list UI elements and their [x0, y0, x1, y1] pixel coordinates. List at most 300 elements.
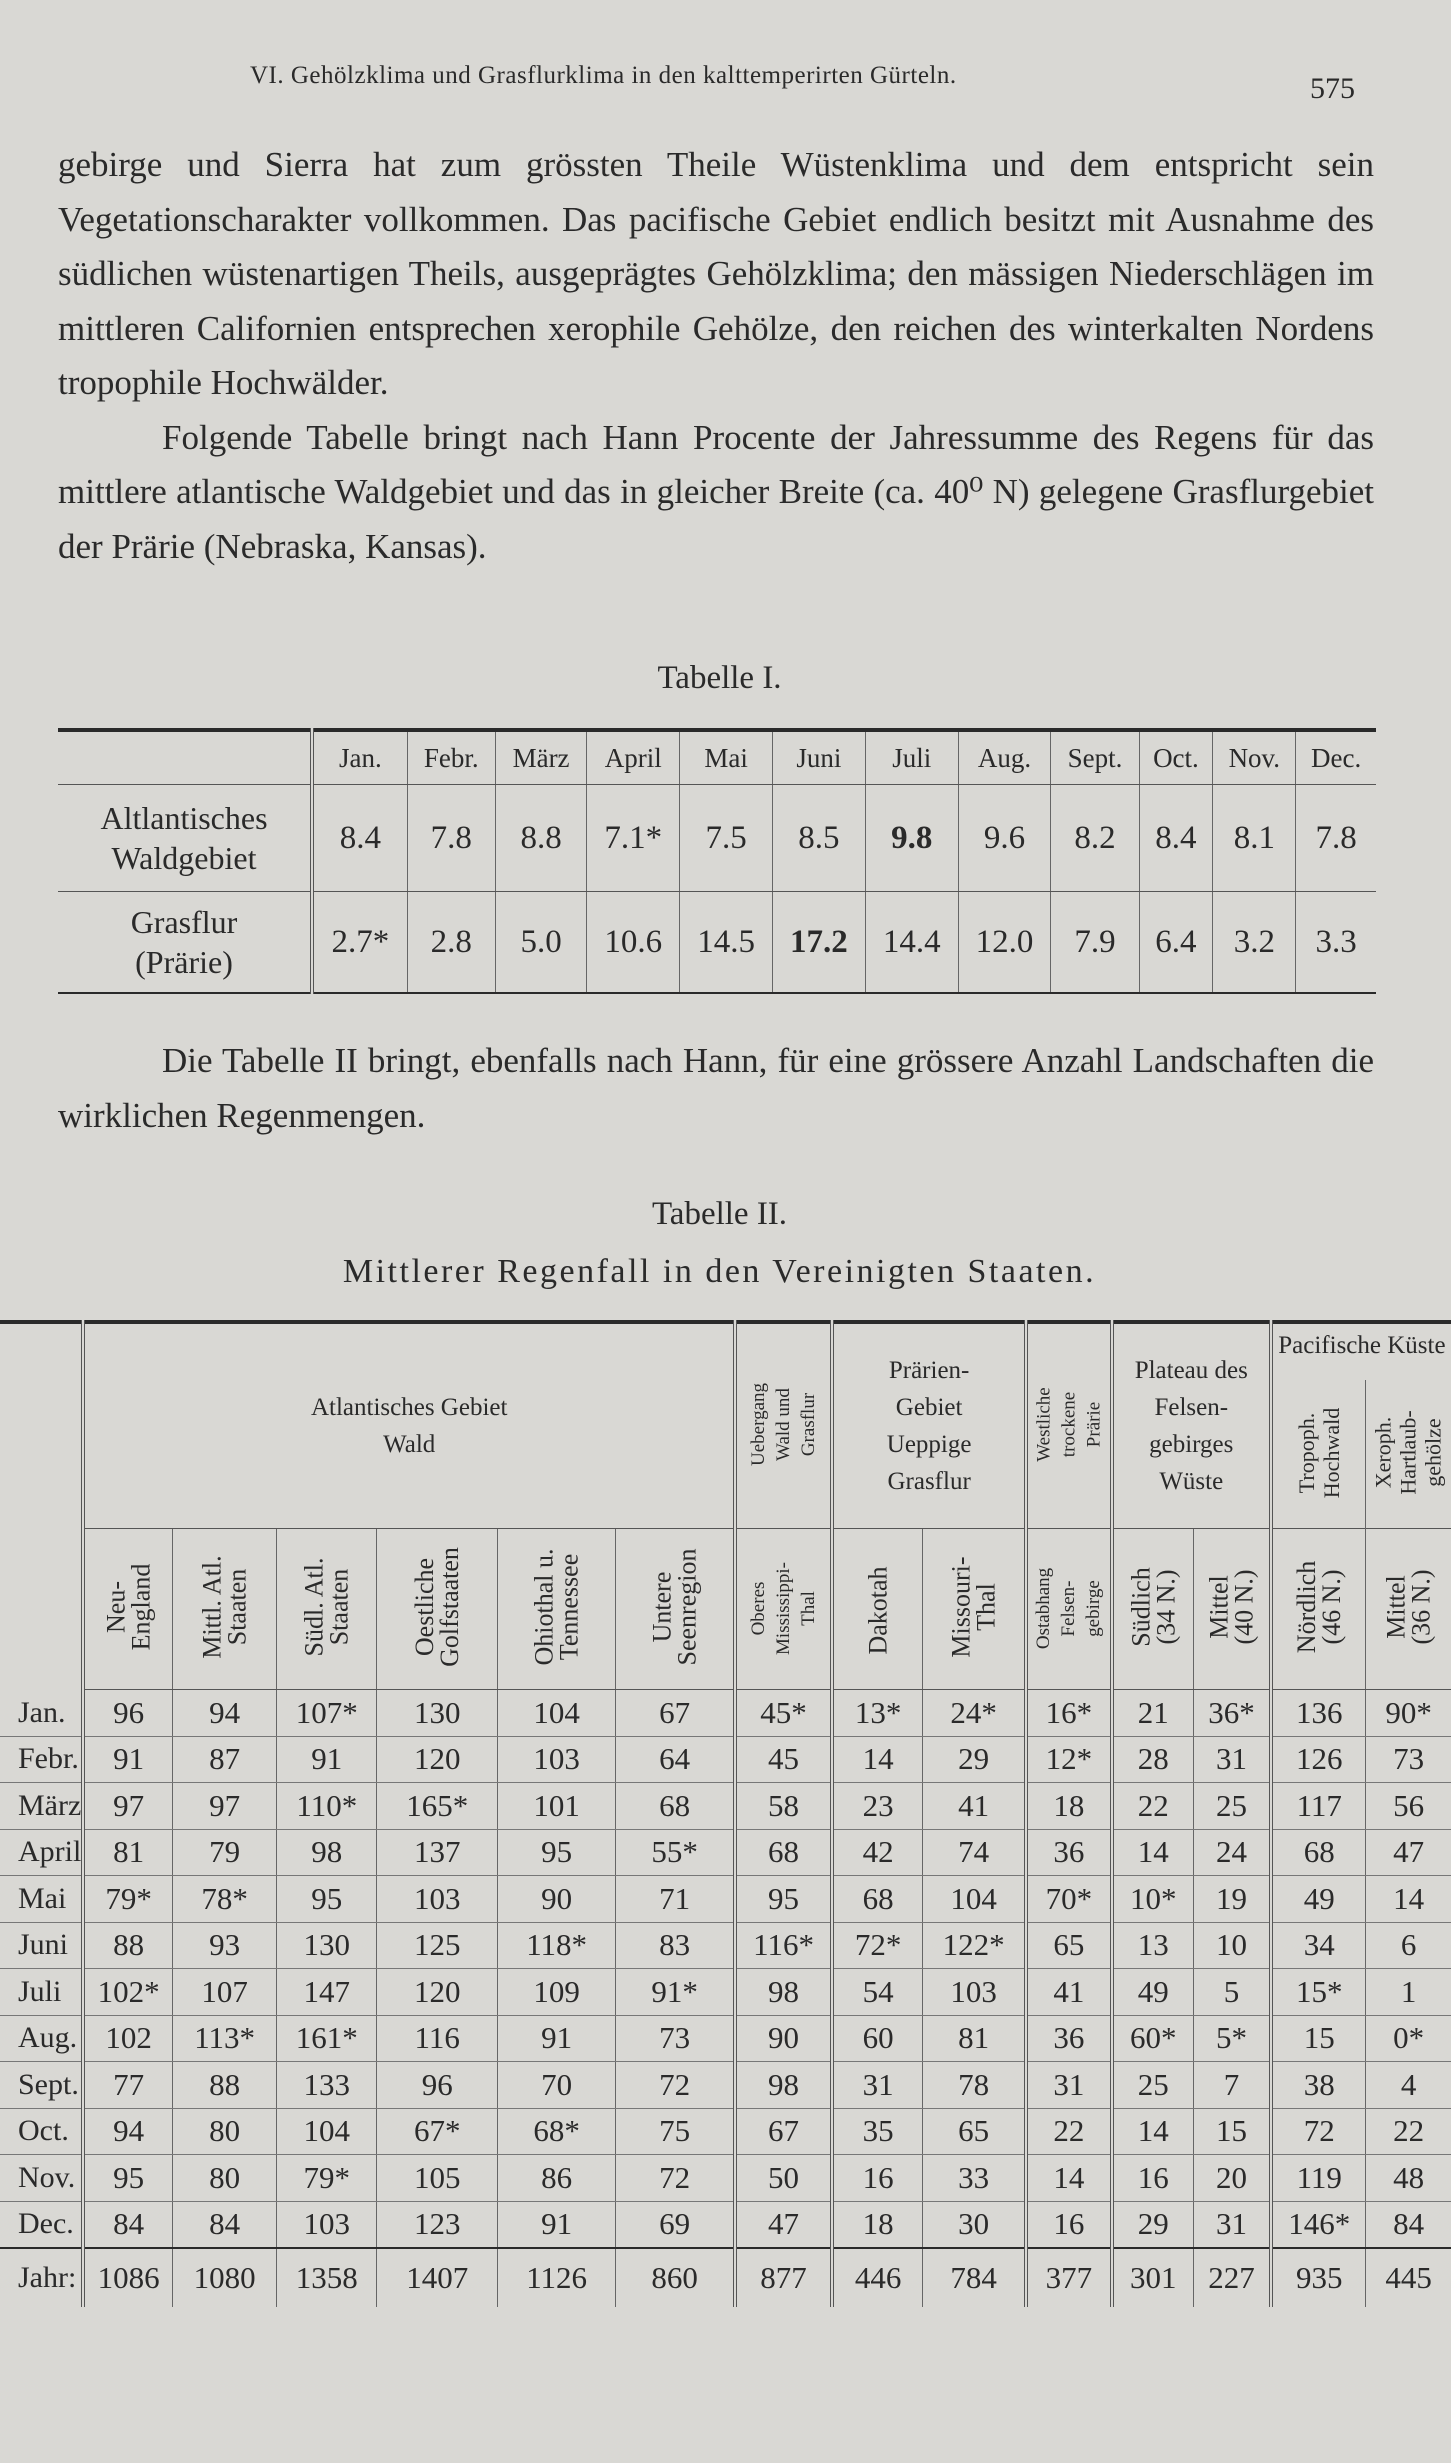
table-cell: 104 [923, 1876, 1027, 1923]
table-cell: 4 [1366, 2062, 1451, 2109]
table-cell: 84 [1366, 2201, 1451, 2248]
group-prairie [832, 1322, 1026, 1529]
table-cell: 8.5 [772, 785, 865, 892]
table-cell: 67 [735, 2108, 832, 2155]
table-cell: 56 [1366, 1783, 1451, 1830]
table-cell: 81 [83, 1829, 172, 1876]
table-cell: 16 [1026, 2201, 1111, 2248]
table-cell: 10.6 [587, 892, 680, 994]
table-cell: 7.8 [1296, 785, 1376, 892]
table-2 [0, 1320, 1451, 2307]
table-cell: 29 [1112, 2201, 1194, 2248]
table-cell: 31 [1193, 1736, 1271, 1783]
table1-corner [58, 730, 312, 785]
group-label-line: Wüste [1159, 1468, 1224, 1495]
table-cell: 88 [83, 1922, 172, 1969]
table-cell: 73 [616, 2015, 735, 2062]
table-cell: 90 [498, 1876, 616, 1923]
table-cell: 98 [735, 2062, 832, 2109]
table-cell: 446 [832, 2248, 923, 2307]
table-cell: 14.4 [865, 892, 958, 994]
row-label: Aug. [0, 2015, 83, 2062]
table-cell: 14 [1112, 2108, 1194, 2155]
table1-header-row [58, 730, 1376, 785]
table-cell: 10 [1193, 1922, 1271, 1969]
table-cell: 55* [616, 1829, 735, 1876]
table-cell: 104 [277, 2108, 377, 2155]
table-cell: 119 [1271, 2155, 1366, 2202]
table-cell: 72 [616, 2155, 735, 2202]
row-label-line: Grasflur [130, 904, 238, 940]
table-cell: 102 [83, 2015, 172, 2062]
table-cell: 36* [1193, 1690, 1271, 1737]
table-cell: 60 [832, 2015, 923, 2062]
table-cell: 78* [172, 1876, 276, 1923]
table-cell: 9.6 [958, 785, 1051, 892]
table-cell: 14 [1366, 1876, 1451, 1923]
table-cell: 7.1* [587, 785, 680, 892]
group-xeroph [1366, 1380, 1451, 1529]
column-header: Ohiothal u. Tennessee [498, 1529, 616, 1690]
group-label-vertical [746, 1382, 821, 1465]
table-cell: 68 [1271, 1829, 1366, 1876]
table-cell: 65 [923, 2108, 1027, 2155]
column-header: Nördlich (46 N.) [1271, 1529, 1366, 1690]
table-cell: 70 [498, 2062, 616, 2109]
table-cell: 227 [1193, 2248, 1271, 2307]
table-cell: 16 [832, 2155, 923, 2202]
table-cell: 103 [277, 2201, 377, 2248]
table-cell: 84 [83, 2201, 172, 2248]
column-header: Neu- England [83, 1529, 172, 1690]
table-cell: 72 [1271, 2108, 1366, 2155]
table-cell: 28 [1112, 1736, 1194, 1783]
table-cell: 146* [1271, 2201, 1366, 2248]
column-header: Untere Seenregion [616, 1529, 735, 1690]
table-row [0, 2155, 1451, 2202]
group-label-vertical [1371, 1410, 1446, 1494]
row-label: Mai [0, 1876, 83, 1923]
group-label-line: Hartlaub- [1396, 1410, 1422, 1495]
table-cell: 445 [1366, 2248, 1451, 2307]
table-cell: 80 [172, 2108, 276, 2155]
column-header: Missouri- Thal [923, 1529, 1027, 1690]
table-cell: 33 [923, 2155, 1027, 2202]
table-cell: 96 [83, 1690, 172, 1737]
table-cell: 30 [923, 2201, 1027, 2248]
table-cell: 49 [1271, 1876, 1366, 1923]
table-cell: 67 [616, 1690, 735, 1737]
table-cell: 67* [377, 2108, 498, 2155]
table-cell: 38 [1271, 2062, 1366, 2109]
table-cell: 72* [832, 1922, 923, 1969]
table-cell: 126 [1271, 1736, 1366, 1783]
corner-cell [0, 1322, 83, 1690]
column-header: Südl. Atl. Staaten [277, 1529, 377, 1690]
table-cell: 95 [735, 1876, 832, 1923]
month-header: Nov. [1213, 730, 1296, 785]
group-label-line: Tropoph. [1294, 1412, 1320, 1493]
text-block-middle [58, 1034, 1374, 1143]
table-cell: 120 [377, 1736, 498, 1783]
table-cell: 94 [83, 2108, 172, 2155]
table-cell: 161* [277, 2015, 377, 2062]
row-label: Nov. [0, 2155, 83, 2202]
table-1 [58, 728, 1376, 994]
table2-group-row [0, 1322, 1451, 1380]
table-cell: 14 [1112, 1829, 1194, 1876]
table-cell: 45 [735, 1736, 832, 1783]
row-label: Juni [0, 1922, 83, 1969]
table-cell: 22 [1026, 2108, 1111, 2155]
table-cell: 118* [498, 1922, 616, 1969]
row-label: März [0, 1783, 83, 1830]
table-cell: 377 [1026, 2248, 1111, 2307]
group-label-line: Prärien- [888, 1357, 970, 1384]
table-cell: 47 [1366, 1829, 1451, 1876]
table-cell: 98 [735, 1969, 832, 2016]
table-cell: 16* [1026, 1690, 1111, 1737]
row-label-line: (Prärie) [135, 944, 233, 980]
table-cell: 12.0 [958, 892, 1051, 994]
table-cell: 1080 [172, 2248, 276, 2307]
table-cell: 8.4 [312, 785, 407, 892]
column-header: Oberes Mississippi- Thal [735, 1529, 832, 1690]
table-cell: 31 [1026, 2062, 1111, 2109]
table-cell: 122* [923, 1922, 1027, 1969]
month-header: Juli [865, 730, 958, 785]
row-label: Febr. [0, 1736, 83, 1783]
table-cell: 71 [616, 1876, 735, 1923]
column-header: Ostabhang Felsen- gebirge [1026, 1529, 1111, 1690]
table-cell: 877 [735, 2248, 832, 2307]
table-row [0, 2062, 1451, 2109]
table-cell: 2.8 [407, 892, 495, 994]
table-cell: 96 [377, 2062, 498, 2109]
table-cell: 103 [498, 1736, 616, 1783]
table-cell: 79* [83, 1876, 172, 1923]
table-cell: 31 [1193, 2201, 1271, 2248]
table-cell: 14 [832, 1736, 923, 1783]
table-cell: 88 [172, 2062, 276, 2109]
table-cell: 120 [377, 1969, 498, 2016]
table-cell: 81 [923, 2015, 1027, 2062]
table-cell: 22 [1366, 2108, 1451, 2155]
table-cell: 49 [1112, 1969, 1194, 2016]
table-cell: 125 [377, 1922, 498, 1969]
table-row [0, 1876, 1451, 1923]
table-cell: 104 [498, 1690, 616, 1737]
group-label-line: Atlantisches Gebiet [310, 1394, 508, 1421]
table-row [0, 1736, 1451, 1783]
page-number: 575 [1310, 72, 1355, 105]
table-cell: 10* [1112, 1876, 1194, 1923]
table-cell: 87 [172, 1736, 276, 1783]
table-cell: 102* [83, 1969, 172, 2016]
table-cell: 3.2 [1213, 892, 1296, 994]
column-header: Südlich (34 N.) [1112, 1529, 1194, 1690]
table-cell: 2.7* [312, 892, 407, 994]
table2-caption: Tabelle II. [651, 1196, 788, 1232]
table-cell: 301 [1112, 2248, 1194, 2307]
month-header: Jan. [312, 730, 407, 785]
table-cell: 91 [498, 2201, 616, 2248]
month-header: Juni [772, 730, 865, 785]
table-cell: 7 [1193, 2062, 1271, 2109]
table-cell: 91 [498, 2015, 616, 2062]
table-row [0, 1829, 1451, 1876]
row-label: Sept. [0, 2062, 83, 2109]
table-cell: 5 [1193, 1969, 1271, 2016]
table-cell: 8.4 [1139, 785, 1213, 892]
group-label-line: Grasflur [798, 1392, 820, 1456]
table-cell: 20 [1193, 2155, 1271, 2202]
table-cell: 1126 [498, 2248, 616, 2307]
table-cell: 29 [923, 1736, 1027, 1783]
table-cell: 12* [1026, 1736, 1111, 1783]
table-cell: 101 [498, 1783, 616, 1830]
table-cell: 17.2 [772, 892, 865, 994]
column-header: Mittel (40 N.) [1193, 1529, 1271, 1690]
text-block-top [58, 138, 1374, 574]
group-label-line: Hochwald [1319, 1407, 1345, 1498]
table-cell: 64 [616, 1736, 735, 1783]
table-cell: 42 [832, 1829, 923, 1876]
table2-column-header-row [0, 1529, 1451, 1690]
table-cell: 90* [1366, 1690, 1451, 1737]
running-head: VI. Gehölzklima und Grasflurklima in den kalttemperirten Gürteln. [250, 62, 957, 89]
table-cell: 147 [277, 1969, 377, 2016]
table-cell: 19 [1193, 1876, 1271, 1923]
table-cell: 22 [1112, 1783, 1194, 1830]
group-label-line: Ueppige [886, 1431, 972, 1458]
column-header: Oestliche Golfstaaten [377, 1529, 498, 1690]
table-cell: 784 [923, 2248, 1027, 2307]
group-label-line: gebirges [1149, 1431, 1234, 1458]
table-cell: 107 [172, 1969, 276, 2016]
table-cell: 24 [1193, 1829, 1271, 1876]
table-cell: 8.2 [1051, 785, 1139, 892]
table-cell: 15 [1193, 2108, 1271, 2155]
table-cell: 97 [83, 1783, 172, 1830]
table-cell: 91 [83, 1736, 172, 1783]
table-cell: 86 [498, 2155, 616, 2202]
table-cell: 18 [1026, 1783, 1111, 1830]
column-header: Dakotah [832, 1529, 923, 1690]
table-row [58, 892, 1376, 994]
table-cell: 116* [735, 1922, 832, 1969]
table-cell: 74 [923, 1829, 1027, 1876]
table-cell: 1407 [377, 2248, 498, 2307]
group-plateau [1112, 1322, 1272, 1529]
table-cell: 68 [832, 1876, 923, 1923]
table-cell: 25 [1112, 2062, 1194, 2109]
table-cell: 58 [735, 1783, 832, 1830]
table-cell: 47 [735, 2201, 832, 2248]
table-cell: 72 [616, 2062, 735, 2109]
table-cell: 14 [1026, 2155, 1111, 2202]
table-cell: 36 [1026, 1829, 1111, 1876]
table1-caption: Tabelle I. [657, 660, 782, 696]
table-cell: 109 [498, 1969, 616, 2016]
month-header: Mai [680, 730, 773, 785]
table-cell: 41 [1026, 1969, 1111, 2016]
table-cell: 91* [616, 1969, 735, 2016]
group-label-line: Felsen- [1154, 1394, 1229, 1421]
group-pacific: Pacifische Küste [1271, 1322, 1451, 1380]
table-cell: 41 [923, 1783, 1027, 1830]
group-label-line: Wald [383, 1431, 436, 1458]
table-cell: 23 [832, 1783, 923, 1830]
table-cell: 24* [923, 1690, 1027, 1737]
table-cell: 78 [923, 2062, 1027, 2109]
table-cell: 165* [377, 1783, 498, 1830]
table-cell: 0* [1366, 2015, 1451, 2062]
paragraph-3: Die Tabelle II bringt, ebenfalls nach Hann, für eine grössere Anzahl Landschaften die wirklichen Regenmengen. [58, 1041, 1374, 1135]
table-cell: 113* [172, 2015, 276, 2062]
table-cell: 95 [498, 1829, 616, 1876]
table-row [58, 785, 1376, 892]
table-cell: 68 [616, 1783, 735, 1830]
group-transition [735, 1322, 832, 1529]
table-cell: 93 [172, 1922, 276, 1969]
table-cell: 123 [377, 2201, 498, 2248]
table-cell: 77 [83, 2062, 172, 2109]
table-cell: 60* [1112, 2015, 1194, 2062]
group-label-line: Plateau des [1134, 1357, 1248, 1384]
table-cell: 935 [1271, 2248, 1366, 2307]
table-cell: 18 [832, 2201, 923, 2248]
group-label-line: Xeroph. [1371, 1416, 1397, 1489]
table-row [0, 1969, 1451, 2016]
group-west-prairie [1026, 1322, 1111, 1529]
group-label-line: Uebergang [748, 1382, 770, 1466]
table2-title: Mittlerer Regenfall in den Vereinigten Staaten. [342, 1253, 1097, 1290]
table-cell: 136 [1271, 1690, 1366, 1737]
row-label [58, 892, 312, 994]
table-cell: 130 [277, 1922, 377, 1969]
table-cell: 130 [377, 1690, 498, 1737]
row-label: Jahr: [0, 2248, 83, 2307]
group-tropoph [1271, 1380, 1366, 1529]
table-cell: 80 [172, 2155, 276, 2202]
table-cell: 13 [1112, 1922, 1194, 1969]
table-cell: 1358 [277, 2248, 377, 2307]
paragraph-2: Folgende Tabelle bringt nach Hann Procente der Jahressumme des Regens für das mittlere atlantische Waldgebiet und das in gleicher Breite (ca. 40⁰ N) gelegene Grasflurgebiet der Prärie (Nebraska, Kansas). [58, 417, 1374, 566]
table-cell: 8.8 [495, 785, 587, 892]
table-cell: 83 [616, 1922, 735, 1969]
table-cell: 15* [1271, 1969, 1366, 2016]
table-cell: 69 [616, 2201, 735, 2248]
table-cell: 95 [277, 1876, 377, 1923]
table-cell: 8.1 [1213, 785, 1296, 892]
table-cell: 103 [377, 1876, 498, 1923]
table-cell: 103 [923, 1969, 1027, 2016]
table-cell: 97 [172, 1783, 276, 1830]
table-cell: 48 [1366, 2155, 1451, 2202]
column-header: Mittel (36 N.) [1366, 1529, 1451, 1690]
month-header: Dec. [1296, 730, 1376, 785]
table-cell: 95 [83, 2155, 172, 2202]
table-cell: 21 [1112, 1690, 1194, 1737]
table-cell: 94 [172, 1690, 276, 1737]
table-cell: 860 [616, 2248, 735, 2307]
month-header: April [587, 730, 680, 785]
table-cell: 25 [1193, 1783, 1271, 1830]
table-cell: 14.5 [680, 892, 773, 994]
table-cell: 1 [1366, 1969, 1451, 2016]
table-cell: 75 [616, 2108, 735, 2155]
month-header: März [495, 730, 587, 785]
table-cell: 9.8 [865, 785, 958, 892]
table-cell: 16 [1112, 2155, 1194, 2202]
group-label-vertical [1294, 1407, 1344, 1497]
table-row [0, 2201, 1451, 2248]
table-row [0, 1922, 1451, 1969]
table-cell: 90 [735, 2015, 832, 2062]
row-label: Jan. [0, 1690, 83, 1737]
table-row [0, 2108, 1451, 2155]
month-header: Sept. [1051, 730, 1139, 785]
row-label: Dec. [0, 2201, 83, 2248]
table-cell: 107* [277, 1690, 377, 1737]
group-label-line: Gebiet [895, 1394, 963, 1421]
table-cell: 7.5 [680, 785, 773, 892]
table-cell: 35 [832, 2108, 923, 2155]
row-label-line: Waldgebiet [111, 840, 257, 876]
table-cell: 65 [1026, 1922, 1111, 1969]
table-cell: 116 [377, 2015, 498, 2062]
group-label-line: gehölze [1421, 1418, 1447, 1487]
row-label: Juli [0, 1969, 83, 2016]
group-label-line: Wald und [773, 1387, 795, 1461]
table-cell: 70* [1026, 1876, 1111, 1923]
table-cell: 36 [1026, 2015, 1111, 2062]
table-cell: 31 [832, 2062, 923, 2109]
table-cell: 45* [735, 1690, 832, 1737]
group-atlantic [83, 1322, 735, 1529]
table-cell: 133 [277, 2062, 377, 2109]
table-row [0, 1783, 1451, 1830]
total-row [0, 2248, 1451, 2307]
table-cell: 15 [1271, 2015, 1366, 2062]
month-header: Febr. [407, 730, 495, 785]
table-cell: 79* [277, 2155, 377, 2202]
row-label-line: Altlantisches [100, 800, 268, 836]
table-cell: 6.4 [1139, 892, 1213, 994]
table-row [0, 2015, 1451, 2062]
table-row [0, 1690, 1451, 1737]
table-cell: 7.8 [407, 785, 495, 892]
group-label-line: Westliche [1033, 1386, 1055, 1462]
column-header: Mittl. Atl. Staaten [172, 1529, 276, 1690]
table-cell: 98 [277, 1829, 377, 1876]
table-cell: 73 [1366, 1736, 1451, 1783]
group-label-line: trockene [1058, 1391, 1080, 1457]
table-cell: 105 [377, 2155, 498, 2202]
row-label: Oct. [0, 2108, 83, 2155]
table-cell: 110* [277, 1783, 377, 1830]
table-cell: 13* [832, 1690, 923, 1737]
table-cell: 68* [498, 2108, 616, 2155]
table-cell: 54 [832, 1969, 923, 2016]
table-cell: 91 [277, 1736, 377, 1783]
table-cell: 137 [377, 1829, 498, 1876]
month-header: Oct. [1139, 730, 1213, 785]
row-label [58, 785, 312, 892]
table-cell: 79 [172, 1829, 276, 1876]
month-header: Aug. [958, 730, 1051, 785]
